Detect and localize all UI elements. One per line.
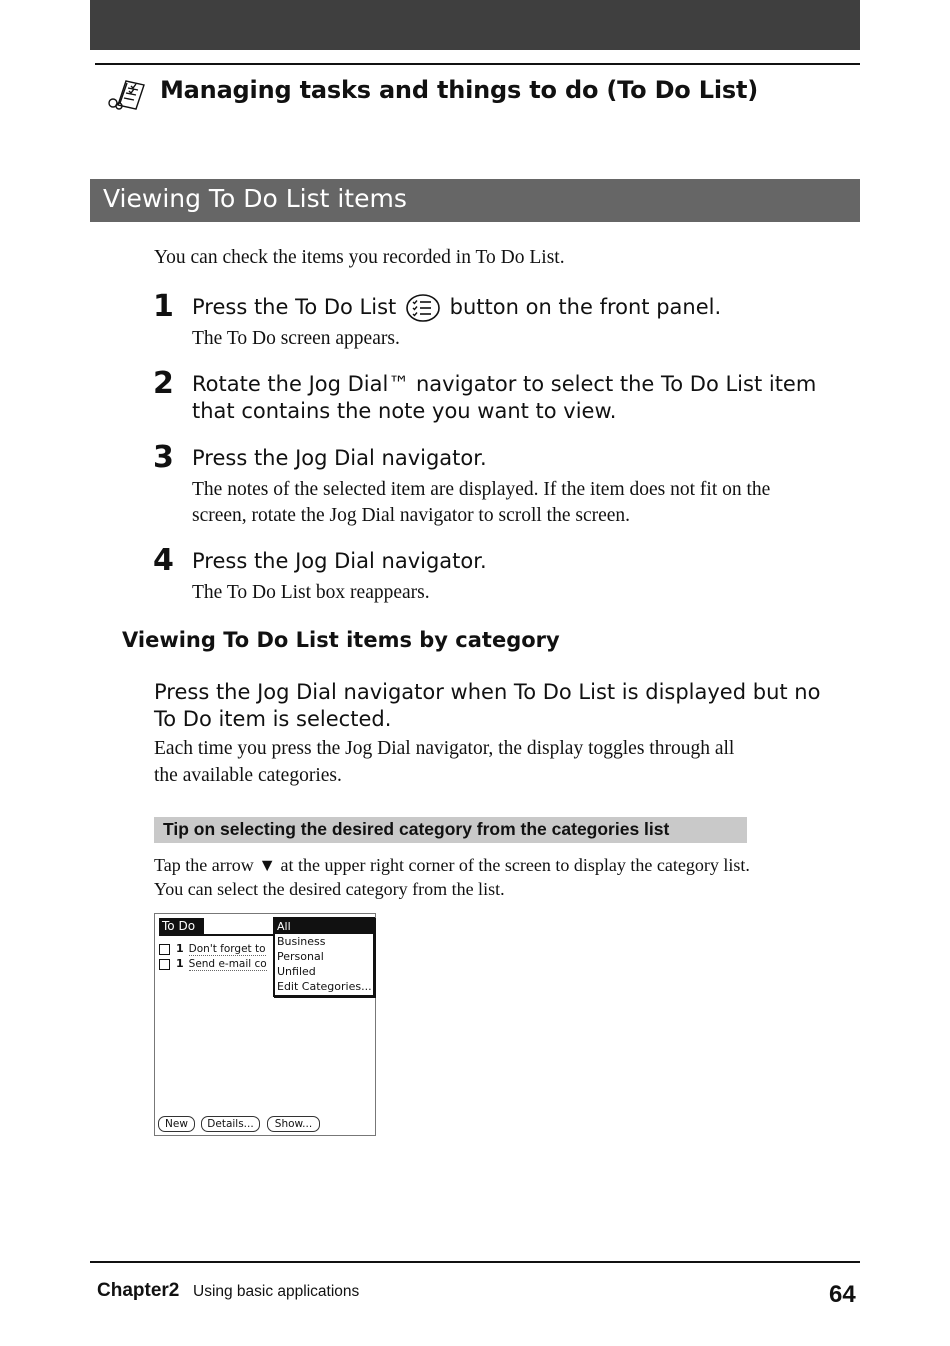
todo-list-button-icon (405, 293, 441, 323)
step-1-heading-start: Press the To Do List (192, 295, 397, 319)
todo-description: Send e-mail co (188, 958, 267, 970)
category-option-edit[interactable]: Edit Categories... (277, 980, 372, 993)
todo-priority: 1 (176, 957, 184, 970)
todo-priority: 1 (176, 942, 184, 955)
header-bar (90, 0, 860, 50)
intro-text: You can check the items you recorded in To Do List. (154, 247, 565, 268)
tip-title: Tip on selecting the desired category from the categories list (163, 819, 670, 839)
footer-chapter: Chapter2 (97, 1280, 180, 1301)
todo-checkbox[interactable] (159, 959, 170, 970)
step-3-number: 3 (153, 440, 174, 475)
todo-checkbox[interactable] (159, 944, 170, 955)
category-dropdown-list[interactable] (273, 917, 375, 997)
category-body-line2: the available categories. (154, 765, 342, 786)
todo-item[interactable] (159, 957, 273, 971)
step-4-number: 4 (153, 543, 174, 578)
category-body-line1: Each time you press the Jog Dial navigator, the display toggles through all (154, 738, 735, 759)
category-option-all[interactable]: All (275, 919, 373, 934)
category-instruction-line2: To Do item is selected. (154, 707, 392, 731)
category-option-personal[interactable]: Personal (277, 950, 324, 963)
step-1-body: The To Do screen appears. (192, 328, 400, 349)
tip-body-line1: Tap the arrow ▼ at the upper right corner of the screen to display the category list. (154, 855, 750, 875)
todo-item[interactable] (159, 942, 273, 956)
new-button[interactable]: New (158, 1116, 195, 1132)
show-button[interactable]: Show... (267, 1116, 320, 1132)
step-2-heading-line2: that contains the note you want to view. (192, 399, 617, 423)
tip-body-line2: You can select the desired category from the list. (154, 879, 505, 899)
chapter-heading: Managing tasks and things to do (To Do List) (160, 76, 758, 104)
step-1-number: 1 (153, 289, 174, 324)
section-title: Viewing To Do List items (103, 184, 407, 213)
footer-subtitle: Using basic applications (193, 1283, 360, 1300)
step-4-heading: Press the Jog Dial navigator. (192, 549, 487, 573)
details-button[interactable]: Details... (201, 1116, 260, 1132)
todo-list-icon (106, 75, 148, 111)
todo-description: Don't forget to (188, 943, 266, 955)
step-3-body-line1: The notes of the selected item are displayed. If the item does not fit on the (192, 479, 771, 500)
device-title: To Do (159, 918, 204, 935)
footer-rule (90, 1261, 860, 1263)
step-1-heading-end: button on the front panel. (449, 295, 722, 319)
header-rule (95, 63, 860, 65)
step-3-heading: Press the Jog Dial navigator. (192, 446, 487, 470)
step-1-heading (192, 293, 721, 323)
category-instruction-line1: Press the Jog Dial navigator when To Do List is displayed but no (154, 680, 821, 704)
device-title-underline (159, 934, 273, 936)
device-screenshot (154, 913, 376, 1136)
step-3-body-line2: screen, rotate the Jog Dial navigator to scroll the screen. (192, 505, 631, 526)
category-option-unfiled[interactable]: Unfiled (277, 965, 316, 978)
page-number: 64 (829, 1281, 856, 1308)
step-2-number: 2 (153, 366, 174, 401)
step-2-heading: Rotate the Jog Dial™ navigator to select the To Do List item (192, 372, 817, 396)
category-option-business[interactable]: Business (277, 935, 326, 948)
sub-heading: Viewing To Do List items by category (122, 628, 560, 652)
step-4-body: The To Do List box reappears. (192, 582, 430, 603)
